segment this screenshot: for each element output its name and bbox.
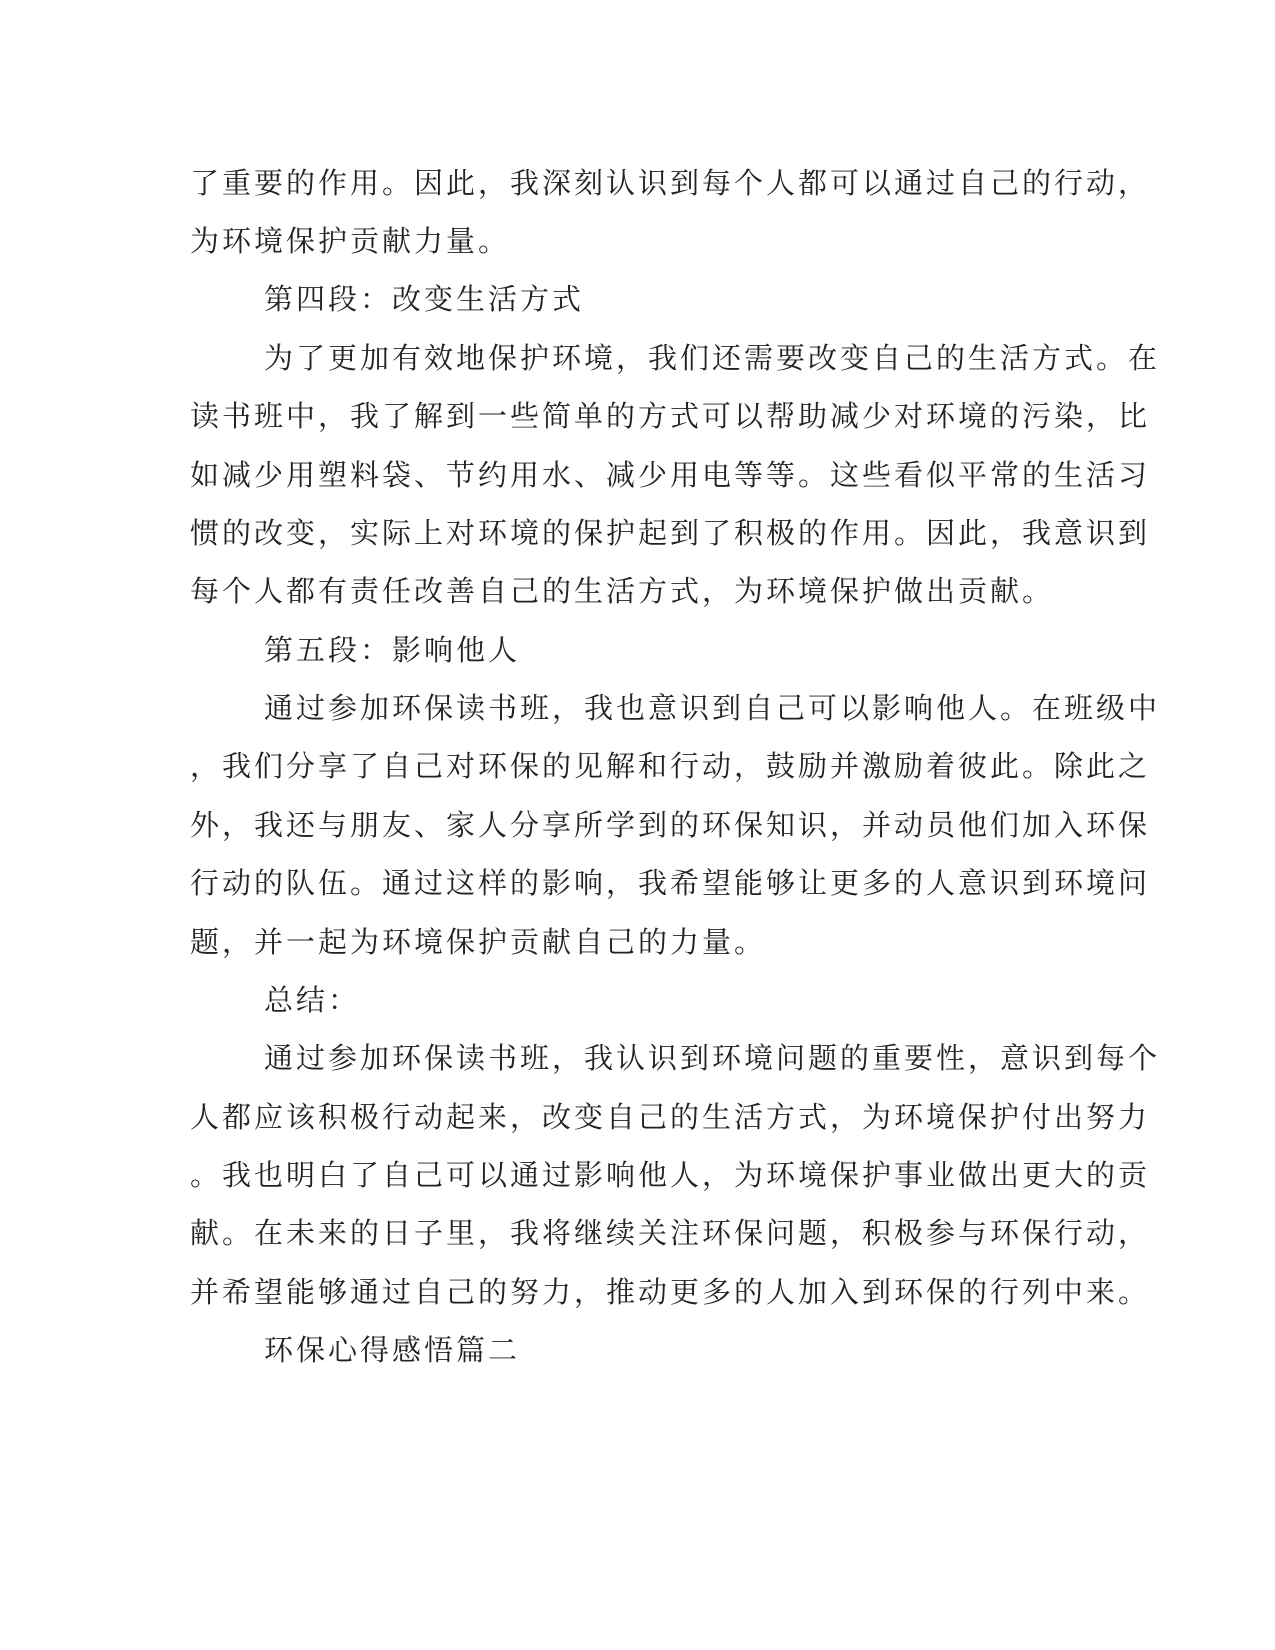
section-heading: 第四段：改变生活方式 (264, 282, 585, 316)
paragraph-start: 通过参加环保读书班，我也意识到自己可以影响他人。在班级中 (264, 691, 1161, 725)
text-line: 。我也明白了自己可以通过影响他人，为环境保护事业做出更大的贡 (190, 1158, 1151, 1192)
text-line: 题，并一起为环境保护贡献自己的力量。 (190, 925, 767, 959)
text-line: 读书班中，我了解到一些简单的方式可以帮助减少对环境的污染，比 (190, 399, 1151, 433)
text-line: 每个人都有责任改善自己的生活方式，为环境保护做出贡献。 (190, 574, 1055, 608)
text-line: 惯的改变，实际上对环境的保护起到了积极的作用。因此，我意识到 (190, 516, 1151, 550)
text-line: 人都应该积极行动起来，改变自己的生活方式，为环境保护付出努力 (190, 1100, 1151, 1134)
paragraph-start: 为了更加有效地保护环境，我们还需要改变自己的生活方式。在 (264, 341, 1161, 375)
section-heading: 第五段：影响他人 (264, 633, 521, 667)
section-heading: 环保心得感悟篇二 (264, 1333, 521, 1367)
section-heading: 总结： (264, 983, 361, 1017)
text-line: 了重要的作用。因此，我深刻认识到每个人都可以通过自己的行动， (190, 166, 1151, 200)
text-line: 外，我还与朋友、家人分享所学到的环保知识，并动员他们加入环保 (190, 808, 1151, 842)
text-line: 如减少用塑料袋、节约用水、减少用电等等。这些看似平常的生活习 (190, 458, 1151, 492)
text-line: 为环境保护贡献力量。 (190, 224, 511, 258)
paragraph-start: 通过参加环保读书班，我认识到环境问题的重要性，意识到每个 (264, 1041, 1161, 1075)
text-line: 并希望能够通过自己的努力，推动更多的人加入到环保的行列中来。 (190, 1275, 1151, 1309)
text-line: ，我们分享了自己对环保的见解和行动，鼓励并激励着彼此。除此之 (190, 749, 1151, 783)
text-line: 献。在未来的日子里，我将继续关注环保问题，积极参与环保行动， (190, 1216, 1151, 1250)
text-line: 行动的队伍。通过这样的影响，我希望能够让更多的人意识到环境问 (190, 866, 1151, 900)
